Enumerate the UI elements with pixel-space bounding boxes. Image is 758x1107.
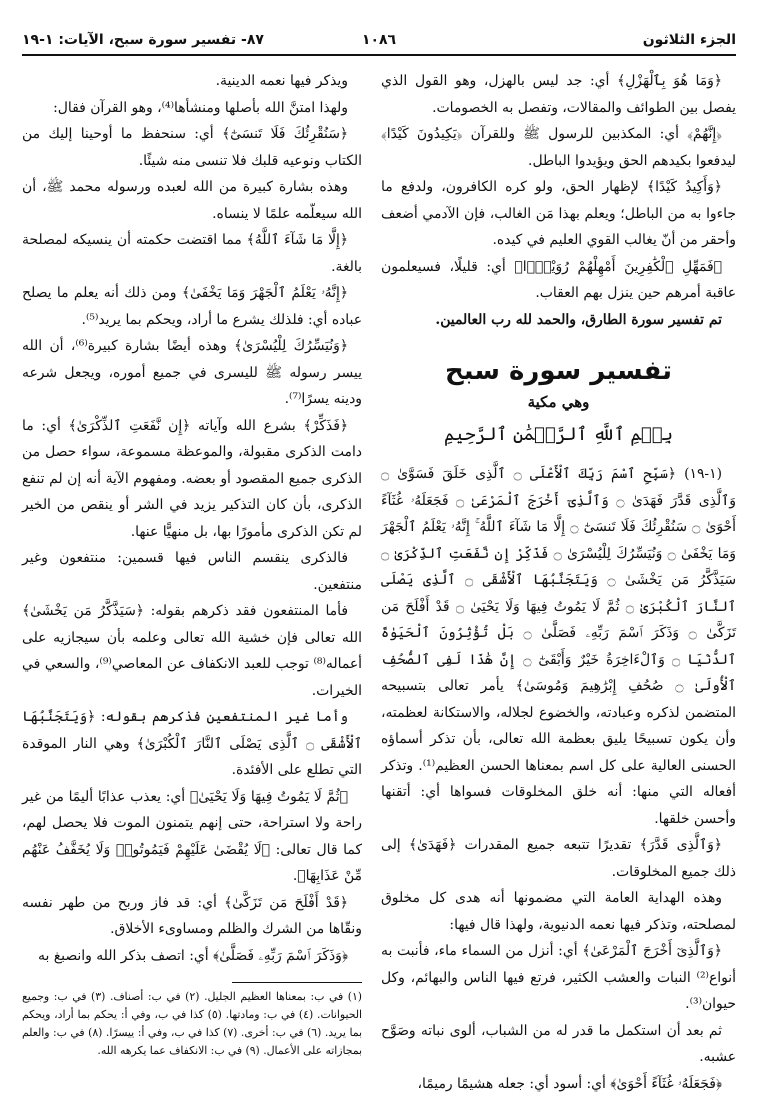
basmala: بِسۡمِ ٱللَّهِ ٱلرَّحۡمَٰنِ ٱلرَّحِيمِ bbox=[443, 424, 674, 445]
paragraph: فالذكرى ينقسم الناس فيها قسمين: منتفعون وغير منتفعين. bbox=[22, 550, 362, 593]
paragraph: ويذكر فيها نعمه الدينية. bbox=[215, 73, 348, 89]
paragraph: ﴿وَأَكِيدُ كَيْدًا﴾ لإظهار الحق، ولو كره الكافرون، ولدفع ما جاءوا به من الباطل؛ ويعلم بهذا مَن الغالب، فإن الآدمي أضعف وأحقر من أنّ يغالب القوي العليم في كيده. bbox=[381, 179, 736, 248]
paragraph: ثم بعد أن استكمل ما قدر له من الشباب، ألوى نباته وصَوَّح عشبه. bbox=[381, 1022, 736, 1065]
juz-label: الجزء الثلاثون bbox=[642, 32, 736, 48]
footnotes bbox=[22, 988, 362, 1060]
closing-line: تم تفسير سورة الطارق، والحمد لله رب العالمين. bbox=[435, 311, 722, 328]
paragraph: ﴿وَذَكَرَ ٱسْمَ رَبِّهِۦ فَصَلَّىٰ﴾ أي: اتصف بذكر الله وانصبغ به bbox=[38, 947, 348, 964]
paragraph: ﴿وَنُيَسِّرُكَ لِلْيُسْرَىٰ﴾ وهذه أيضًا بشارة كبيرة⁽⁶⁾، أن الله ييسر رسوله ﷺ لليسرى في جميع أموره، ويجعل شرعه ودينه يسرًا⁽⁷⁾. bbox=[22, 338, 362, 407]
right-column bbox=[381, 68, 736, 1097]
surah-subtitle: وهي مكية bbox=[527, 393, 590, 411]
paragraph: ﴿إِلَّا مَا شَآءَ ٱللَّهُ﴾ مما اقتضت حكمته أن ينسيكه لمصلحة بالغة. bbox=[22, 232, 362, 275]
left-column bbox=[22, 68, 362, 969]
paragraph: ﴿وَٱلَّذِى قَدَّرَ﴾ تقديرًا تتبعه جميع المقدرات ﴿فَهَدَىٰ﴾ إلى ذلك جميع المخلوقات. bbox=[381, 837, 736, 880]
paragraph: ﴿قَدْ أَفْلَحَ مَن تَزَكَّىٰ﴾ أي: قد فاز وربح من طهر نفسه ونقّاها من الشرك والظلم ومساوىء الأخلاق. bbox=[22, 894, 362, 937]
surah-title: تفسير سورة سبح bbox=[445, 356, 672, 386]
paragraph: وهذه بشارة كبيرة من الله لعبده ورسوله محمد ﷺ، أن الله سيعلّمه علمًا لا ينساه. bbox=[22, 179, 362, 222]
paragraph: فأما المنتفعون فقد ذكرهم بقوله: ﴿سَيَذَّكَّرُ مَن يَخْشَىٰ﴾ الله تعالى فإن خشية الله تعالى وعلمه بأن سيجازيه على أعماله⁽⁸⁾ توجب للعبد الانكفاف عن المعاصي⁽⁹⁾، والسعي في الخيرات. bbox=[22, 603, 363, 699]
paragraph: ﴿وَمَا هُوَ بِٱلْهَزْلِ﴾ أي: جد ليس بالهزل، وهو القول الذي يفصل بين الطوائف والمقالات، وتفصل به الخصومات. bbox=[381, 73, 736, 116]
header-rule bbox=[22, 54, 736, 56]
paragraph: ﴿ثُمَّ لَا يَمُوتُ فِيهَا وَلَا يَحْيَىٰ﴾ أي: يعذب عذابًا أليمًا من غير راحة ولا استراحة، حتى إنهم يتمنون الموت فلا يحصل لهم، كما قال تعالى: ﴿لَا يُقْضَىٰ عَلَيْهِمْ فَيَمُوتُوا۟ وَلَا يُخَفَّفُ عَنْهُم مِّنْ عَذَابِهَا﴾. bbox=[22, 788, 362, 884]
paragraph: ولهذا امتنَّ الله بأصلها ومنشأها⁽⁴⁾، وهو القرآن فقال: bbox=[53, 99, 348, 116]
paragraph: وأما غير المنتفعين فذكرهم بقوله: ﴿وَيَتَجَنَّبُهَا ٱلْأَشْقَى ۝ ٱلَّذِى يَصْلَى ٱلنَّارَ ٱلْكُبْرَىٰ﴾ وهي النار الموقدة التي تطلع على الأفئدة. bbox=[22, 709, 362, 778]
paragraph: ﴿سَنُقْرِئُكَ فَلَا تَنسَىٰٓ﴾ أي: سنحفظ ما أوحينا إليك من الكتاب ونوعيه قلبك فلا تنسى منه شيئًا. bbox=[22, 126, 362, 169]
paragraph: ﴿فَجَعَلَهُۥ غُثَآءً أَحْوَىٰ﴾ أي: أسود أي: جعله هشيمًا رميمًا، bbox=[417, 1075, 722, 1092]
page-number: ١٠٨٦ bbox=[361, 32, 397, 48]
ayat-passage: (١-١٩) ﴿سَبِّحِ ٱسْمَ رَبِّكَ ٱلْأَعْلَى ۝ ٱلَّذِى خَلَقَ فَسَوَّىٰ ۝ وَٱلَّذِى قَدَّرَ فَهَدَىٰ ۝ وَٱلَّذِىٓ أَخْرَجَ ٱلْمَرْعَىٰ ۝ فَجَعَلَهُۥ غُثَآءً أَحْوَىٰ ۝ سَنُقْرِئُكَ فَلَا تَنسَىٰٓ ۝ إِلَّا مَا شَآءَ ٱللَّهُ ۚ إِنَّهُۥ يَعْلَمُ ٱلْجَهْرَ وَمَا يَخْفَىٰ ۝ وَنُيَسِّرُكَ لِلْيُسْرَىٰ ۝ فَذَكِّرْ إِن نَّفَعَتِ ٱلذِّكْرَىٰ ۝ سَيَذَّكَّرُ مَن يَخْشَىٰ ۝ وَيَتَجَنَّبُهَا ٱلْأَشْقَى ۝ ٱلَّذِى يَصْلَى ٱلنَّارَ ٱلْكُبْرَىٰ ۝ ثُمَّ لَا يَمُوتُ فِيهَا وَلَا يَحْيَىٰ ۝ قَدْ أَفْلَحَ مَن تَزَكَّىٰ ۝ وَذَكَرَ ٱسْمَ رَبِّهِۦ فَصَلَّىٰ ۝ بَلْ تُؤْثِرُونَ ٱلْحَيَوٰةَ ٱلدُّنْيَا ۝ وَٱلْءَاخِرَةُ خَيْرٌ وَأَبْقَىٰٓ ۝ إِنَّ هَٰذَا لَفِى ٱلصُّحُفِ ٱلْأُولَىٰ ۝ صُحُفِ إِبْرَٰهِيمَ وَمُوسَىٰ﴾ يأمر تعالى بتسبيحه المتضمن لذكره وعبادته، والخضوع لجلاله، والاستكانة لعظمته، وأن يكون تسبيحًا يليق بعظمة الله تعالى، بأن تذكر أسماؤه الحسنى العالية على كل اسم بمعناها الحسن العظيم⁽¹⁾. وتذكر أفعاله التي منها: أنه خلق المخلوقات فسواها أي: أتقنها وأحسن خلقها. bbox=[381, 466, 737, 827]
footnote-text: (١) في ب: بمعناها العظيم الجليل. (٢) في ب: أصناف. (٣) في ب: وجميع الحيوانات. (٤) في ب: ومادتها. (٥) كذا في ب، وفي أ: يحكم بما أراد، ويحكم بما يريد. (٦) في ب: أخرى. (٧) كذا في ب، وفي أ: ييسرًا. (٨) في ب: والعلم بمجازاته على الأعمال. (٩) في ب: الانكفاف عما يكرهه الله. bbox=[22, 990, 363, 1057]
paragraph: ﴿فَذَكِّرْ﴾ بشرع الله وآياته ﴿إِن نَّفَعَتِ ٱلذِّكْرَىٰ﴾ أي: ما دامت الذكرى مقبولة، والموعظة مسموعة، سواء حصل من الذكرى جميع المقصود أو بعضه. ومفهوم الآية أنه إن لم تنفع الذكرى، بأن كان التذكير يزيد في الشر أو ينقص من الخير لم تكن الذكرى مأمورًا بها، بل منهيًّا عنها. bbox=[22, 417, 362, 540]
page-header bbox=[22, 10, 736, 46]
paragraph: ﴿إِنَّهُۥ يَعْلَمُ ٱلْجَهْرَ وَمَا يَخْفَىٰ﴾ ومن ذلك أنه يعلم ما يصلح عباده أي: فلذلك يشرع ما أراد، ويحكم بما يريد⁽⁵⁾. bbox=[22, 285, 362, 328]
surah-verse-reference: ٨٧- تفسير سورة سبح، الآيات: ١-١٩ bbox=[22, 32, 264, 48]
footnote-rule bbox=[232, 982, 362, 983]
paragraph: ﴿إِنَّهُمْ﴾ أي: المكذبين للرسول ﷺ وللقرآن ﴿يَكِيدُونَ كَيْدًا﴾ ليدفعوا بكيدهم الحق ويؤيدوا الباطل. bbox=[381, 126, 736, 169]
paragraph: ﴿فَمَهِّلِ ٱلْكَٰفِرِينَ أَمْهِلْهُمْ رُوَيْدًۢا﴾ أي: قليلًا، فسيعلمون عاقبة أمرهم حين ينزل بهم العقاب. bbox=[381, 258, 736, 301]
paragraph: وهذه الهداية العامة التي مضمونها أنه هدى كل مخلوق لمصلحته، وتذكر فيها نعمه الدنيوية، ولهذا قال فيها: bbox=[381, 890, 736, 933]
paragraph: ﴿وَٱلَّذِىٓ أَخْرَجَ ٱلْمَرْعَىٰ﴾ أي: أنزل من السماء ماء، فأنبت به أنواع⁽²⁾ النبات والعشب الكثير، فرتع فيها الناس والبهائم، وكل حيوان⁽³⁾. bbox=[381, 943, 736, 1012]
